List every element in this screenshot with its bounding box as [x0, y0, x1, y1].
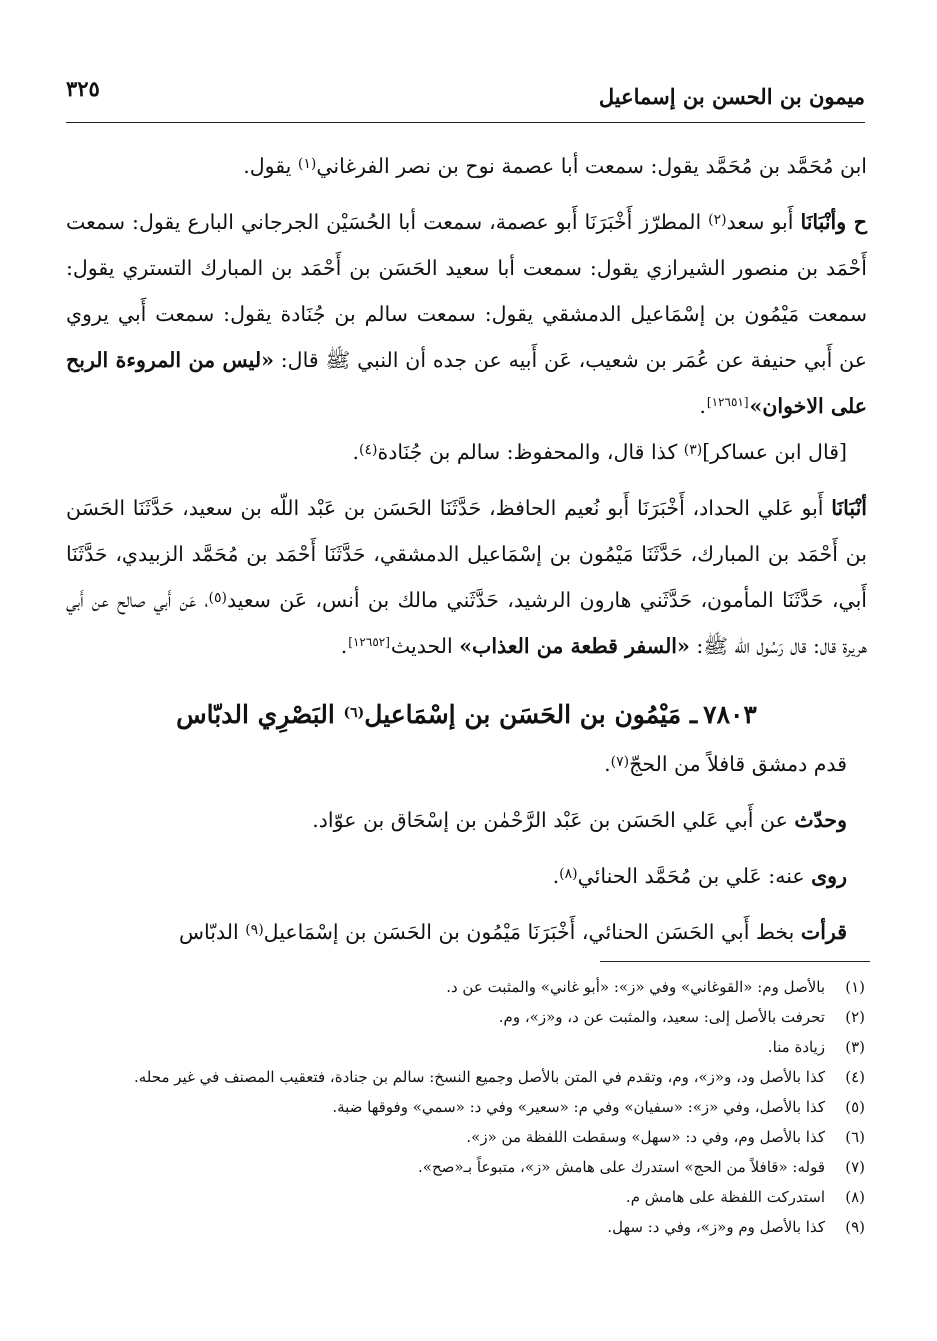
footnote-number: (٣) — [845, 1038, 865, 1056]
text: . — [340, 634, 348, 658]
footnote-text: زيادة منا. — [767, 1038, 825, 1056]
lead-word: روى — [811, 864, 847, 888]
footnote-number: (٦) — [845, 1128, 865, 1146]
page-number: ٣٢٥ — [66, 76, 100, 101]
text: . — [552, 864, 560, 888]
footnote-text: كذا بالأصل وم، وفي د: «سهل» وسقطت اللفظة من «ز». — [466, 1128, 825, 1146]
entry-name: ـ مَيْمُون بن الحَسَن بن إسْمَاعيل — [364, 700, 698, 729]
running-title: ميمون بن الحسن بن إسماعيل — [598, 84, 865, 109]
footnotes — [66, 972, 865, 1242]
text: قدم دمشق قافلاً من الحجّ — [629, 752, 847, 776]
text: أَبو سعد — [726, 210, 801, 234]
text: أَبو عَلي الحداد، أَخْبَرَنَا أَبو نُعيم الحافظ، حَدَّثَنَا الحَسَن بن عَبْد اللّه بن سعيد، حَدَّثَنَا الحَسَن بن أَحْمَد بن المبارك، حَدَّثَنَا مَيْمُون بن إسْمَاعيل الدمشقي، حَدَّثَنَا أَحْمَد بن مُحَمَّد الزبيدي، حَدَّثَنَا أَبي، حَدَّثَنَا المأمون، حَدَّثَني هارون الرشيد، حَدَّثَني مالك بن أنس، عَن سعيد — [66, 496, 867, 612]
text: . — [604, 752, 611, 776]
text: عنه: عَلي بن مُحَمَّد الحنائي — [577, 864, 812, 888]
footnote-marker: (٦) — [343, 705, 365, 721]
footnote-marker: (٥) — [208, 590, 227, 606]
footnote — [66, 1212, 865, 1242]
footnote-marker: (١) — [297, 156, 317, 172]
page-header — [66, 70, 865, 123]
paragraph-6 — [66, 797, 867, 843]
footnote-text: تحرفت بالأصل إلى: سعيد، والمثبت عن د، و«ز»، وم. — [498, 1008, 825, 1026]
footnote-number: (٢) — [845, 1008, 865, 1026]
text: ابن مُحَمَّد بن مُحَمَّد يقول: سمعت أبا عصمة نوح بن نصر الفرغاني — [316, 154, 867, 178]
footnote-marker: (٩) — [245, 922, 264, 938]
footnote-number: (٩) — [845, 1218, 865, 1236]
text: المطرّز أَخْبَرَنَا أَبو عصمة، سمعت أبا الحُسَيْن الجرجاني البارع يقول: سمعت أَحْمَد بن منصور الشيرازي يقول: سمعت أبا سعيد الحَسَن بن أَحْمَد بن المبارك التستري يقول: سمعت مَيْمُون بن إسْمَاعيل الدمشقي يقول: سمعت سالم بن جُنَادة يقول: سمعت أَبي يروي عن أَبي حنيفة عن عُمَر بن شعيب، عَن أَبيه عن جده أن النبي ﷺ قال: — [66, 210, 867, 372]
paragraph-3 — [66, 429, 867, 475]
footnote-text: كذا بالأصل، وفي «ز»: «سفيان» وفي م: «سعير» وفي د: «سمي» وفوقها ضبة. — [332, 1098, 825, 1116]
entry-number: ٧٨٠٣ — [703, 700, 757, 729]
footnote-text: استدركت اللفظة على هامش م. — [625, 1188, 825, 1206]
text: عن أَبي عَلي الحَسَن بن عَبْد الرَّحْمٰن بن إسْحَاق بن عوّاد. — [312, 808, 795, 832]
lead-word: وحدّث — [794, 808, 847, 832]
footnote-text: كذا بالأصل ود، و«ز»، وم، وتقدم في المتن بالأصل وجميع النسخ: سالم بن جنادة، فتعقيب المصنف في غير محله. — [134, 1068, 825, 1086]
footnote-text: بالأصل وم: «القوغاني» وفي «ز»: «أبو غاني» والمثبت عن د. — [446, 978, 825, 996]
footnote-marker: (٣) — [683, 442, 703, 458]
entry-title — [66, 689, 867, 741]
text: بخط أَبي الحَسَن الحنائي، أَخْبَرَنَا مَيْمُون بن الحَسَن بن إسْمَاعيل — [263, 920, 801, 944]
footnote — [66, 1062, 865, 1092]
footnote-marker: (٤) — [359, 442, 378, 458]
footnote — [66, 1092, 865, 1122]
text: الحديث — [390, 634, 460, 658]
paragraph-1 — [66, 143, 867, 189]
footnote-number: (٧) — [845, 1158, 865, 1176]
footnote-marker: (٨) — [559, 866, 578, 882]
paragraph-7 — [66, 853, 867, 899]
text: ، عَن أَبي صالح عن أَبي هريرة قال: قال رَسُول الله ﷺ: — [66, 588, 867, 658]
footnote-number: (٤) — [845, 1068, 865, 1086]
footnote-divider — [600, 961, 870, 962]
paragraph-8 — [66, 909, 867, 955]
footnote-text: كذا بالأصل وم و«ز»، وفي د: سهل. — [607, 1218, 825, 1236]
paragraph-5 — [66, 741, 867, 787]
footnote-number: (٥) — [845, 1098, 865, 1116]
footnote — [66, 972, 865, 1002]
text: . — [352, 440, 360, 464]
main-text — [66, 143, 867, 955]
footnote-text: قوله: «قافلاً من الحج» استدرك على هامش «ز»، متبوعاً بـ«صح». — [418, 1158, 825, 1176]
paragraph-4 — [66, 485, 867, 669]
footnote — [66, 1002, 865, 1032]
text: الدبّاس — [179, 920, 246, 944]
text: [قال ابن عساكر] — [702, 440, 847, 464]
footnote-number: (١) — [845, 978, 865, 996]
footnote — [66, 1032, 865, 1062]
footnote — [66, 1182, 865, 1212]
hadith-ref: [١٢٦٥٢] — [348, 635, 390, 649]
text: . — [699, 394, 706, 418]
entry-name-2: البَصْرِي الدبّاس — [176, 700, 344, 729]
chain-lead: ح وأنْبَانَا — [800, 210, 867, 234]
hadith-quote: «ليس من المروءة الربح على الاخوان» — [66, 348, 867, 418]
footnote — [66, 1122, 865, 1152]
footnote-marker: (٧) — [610, 754, 630, 770]
lead-word: قرأت — [800, 920, 847, 944]
footnote-number: (٨) — [845, 1188, 865, 1206]
footnote-marker: (٢) — [708, 212, 727, 228]
hadith-quote: «السفر قطعة من العذاب» — [459, 634, 690, 658]
paragraph-2 — [66, 199, 867, 429]
footnote — [66, 1152, 865, 1182]
text: يقول. — [243, 154, 298, 178]
chain-lead: أنْبَانَا — [831, 496, 867, 520]
hadith-ref: [١٢٦٥١] — [706, 395, 749, 409]
text: كذا قال، والمحفوظ: سالم بن جُنَادة — [377, 440, 684, 464]
